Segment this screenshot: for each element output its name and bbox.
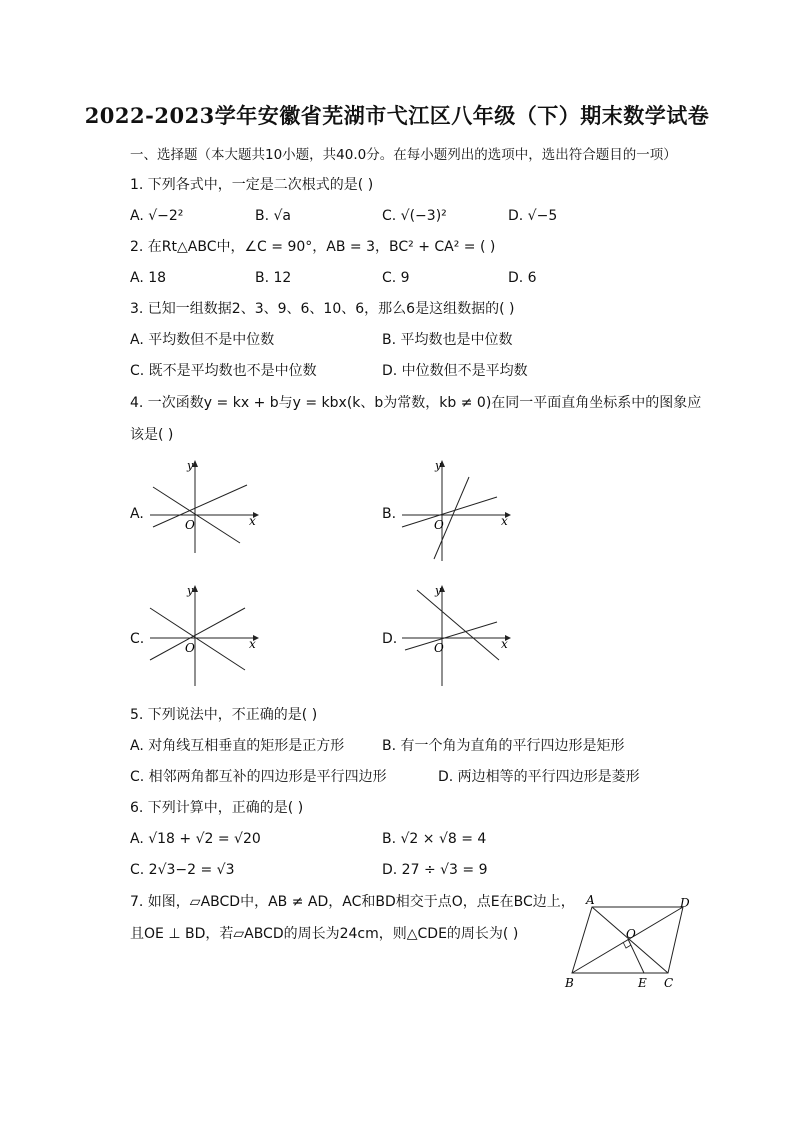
question-6-option-d: D. 27 ÷ √3 = 9 bbox=[382, 862, 488, 878]
question-1-option-b: B. √a bbox=[255, 208, 292, 224]
question-4-graph-a bbox=[145, 455, 265, 555]
origin-label: O bbox=[434, 641, 444, 655]
x-axis-label: x bbox=[501, 514, 508, 528]
vertex-label-a: A bbox=[586, 893, 595, 907]
y-axis-label: y bbox=[187, 459, 194, 472]
x-axis-label: x bbox=[249, 637, 256, 651]
y-axis-label: y bbox=[187, 584, 194, 597]
question-5-option-d: D. 两边相等的平行四边形是菱形 bbox=[438, 769, 640, 785]
question-6-option-a: A. √18 + √2 = √20 bbox=[130, 831, 261, 847]
question-1-option-c: C. √(−3)² bbox=[382, 208, 447, 224]
question-2-option-b: B. 12 bbox=[255, 270, 292, 286]
question-4-graph-b bbox=[397, 455, 517, 565]
question-4-option-b: B. bbox=[382, 506, 397, 522]
question-5-option-a: A. 对角线互相垂直的矩形是正方形 bbox=[130, 738, 345, 754]
page-title: 2022-2023学年安徽省芜湖市弋江区八年级（下）期末数学试卷 bbox=[84, 103, 710, 128]
question-2-option-c: C. 9 bbox=[382, 270, 410, 286]
question-4-graph-d bbox=[397, 580, 517, 690]
question-5-stem: 5. 下列说法中，不正确的是( ) bbox=[130, 707, 318, 723]
question-4-option-c: C. bbox=[130, 631, 145, 647]
y-axis-label: y bbox=[435, 584, 442, 597]
question-3-option-b: B. 平均数也是中位数 bbox=[382, 332, 513, 348]
question-7-stem-line-1: 7. 如图，▱ABCD中，AB ≠ AD，AC和BD相交于点O，点E在BC边上， bbox=[130, 894, 575, 910]
vertex-label-c: C bbox=[664, 976, 674, 990]
vertex-label-b: B bbox=[565, 976, 574, 990]
point-label-o: O bbox=[626, 927, 636, 941]
question-4-option-a: A. bbox=[130, 506, 144, 522]
question-1-option-a: A. √−2² bbox=[130, 208, 184, 224]
question-4-stem-line-1: 4. 一次函数y = kx + b与y = kbx(k、b为常数，kb ≠ 0)在同一平面直角坐标系中的图象应 bbox=[130, 395, 702, 411]
question-6-option-b: B. √2 × √8 = 4 bbox=[382, 831, 487, 847]
vertex-label-d: D bbox=[680, 896, 690, 910]
section-heading: 一、选择题（本大题共10小题，共40.0分。在每小题列出的选项中，选出符合题目的一项） bbox=[130, 147, 677, 163]
question-3-option-c: C. 既不是平均数也不是中位数 bbox=[130, 363, 317, 379]
question-4-stem-line-2: 该是( ) bbox=[130, 427, 174, 443]
question-1-stem: 1. 下列各式中，一定是二次根式的是( ) bbox=[130, 177, 374, 193]
question-2-option-d: D. 6 bbox=[508, 270, 537, 286]
question-3-stem: 3. 已知一组数据2、3、9、6、10、6，那么6是这组数据的( ) bbox=[130, 301, 515, 317]
question-7-stem-line-2: 且OE ⊥ BD，若▱ABCD的周长为24cm，则△CDE的周长为( ) bbox=[130, 926, 519, 942]
question-2-option-a: A. 18 bbox=[130, 270, 167, 286]
question-3-option-d: D. 中位数但不是平均数 bbox=[382, 363, 528, 379]
question-4-option-d: D. bbox=[382, 631, 398, 647]
y-axis-label: y bbox=[435, 459, 442, 472]
question-4-graph-c bbox=[145, 580, 265, 690]
question-2-stem: 2. 在Rt△ABC中，∠C = 90°，AB = 3，BC² + CA² = ( ) bbox=[130, 239, 496, 255]
origin-label: O bbox=[434, 518, 444, 532]
question-1-option-d: D. √−5 bbox=[508, 208, 558, 224]
x-axis-label: x bbox=[501, 637, 508, 651]
point-label-e: E bbox=[638, 976, 647, 990]
question-6-stem: 6. 下列计算中，正确的是( ) bbox=[130, 800, 304, 816]
origin-label: O bbox=[185, 518, 195, 532]
question-3-option-a: A. 平均数但不是中位数 bbox=[130, 332, 275, 348]
question-6-option-c: C. 2√3−2 = √3 bbox=[130, 862, 235, 878]
origin-label: O bbox=[185, 641, 195, 655]
x-axis-label: x bbox=[249, 514, 256, 528]
question-5-option-b: B. 有一个角为直角的平行四边形是矩形 bbox=[382, 738, 625, 754]
question-5-option-c: C. 相邻两角都互补的四边形是平行四边形 bbox=[130, 769, 387, 785]
question-7-parallelogram-figure bbox=[560, 893, 700, 993]
